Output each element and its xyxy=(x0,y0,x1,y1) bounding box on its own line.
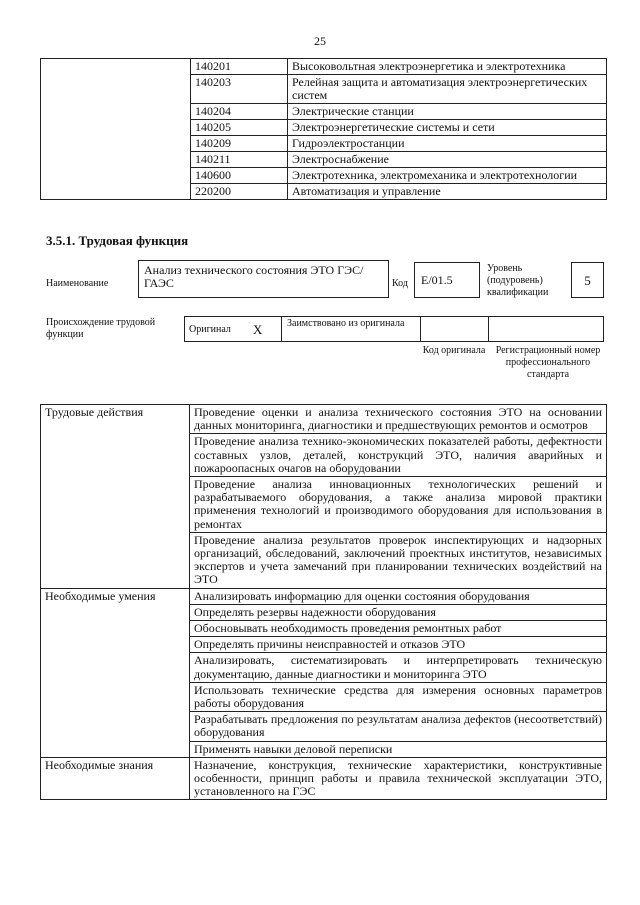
specialty-name: Автоматизация и управление xyxy=(288,184,607,200)
section-title: 3.5.1. Трудовая функция xyxy=(46,233,189,248)
borrowed-label: Заимствовано из оригинала xyxy=(287,318,405,329)
blank-cell xyxy=(41,59,191,200)
function-row xyxy=(41,588,607,604)
specialty-code: 140204 xyxy=(191,104,288,120)
function-item: Анализировать, систематизировать и интерпретировать техническую документацию, данные диагностики и мониторинга ЭТО xyxy=(190,653,607,682)
function-row xyxy=(41,405,607,434)
original-label: Оригинал xyxy=(189,324,231,335)
function-item: Проведение анализа результатов проверок инспектирующих и надзорных организаций, обследований, заключений проектных институтов, независимых экспертов и учета замечаний при планировании технических воздействий на ЭТО xyxy=(190,532,607,588)
specialty-code: 140205 xyxy=(191,120,288,136)
specialty-name: Высоковольтная электроэнергетика и электротехника xyxy=(288,59,607,75)
specialty-name: Электроснабжение xyxy=(288,152,607,168)
specialty-name: Электротехника, электромеханика и электротехнологии xyxy=(288,168,607,184)
function-item: Применять навыки деловой переписки xyxy=(190,741,607,757)
origin-box xyxy=(184,316,604,342)
specialty-code: 140203 xyxy=(191,75,288,104)
specialty-name: Гидроэлектростанции xyxy=(288,136,607,152)
level-label: Уровень (подуровень) квалификации xyxy=(487,263,549,298)
specialty-table xyxy=(40,58,607,200)
labor-function-table xyxy=(40,404,607,800)
category-label: Необходимые умения xyxy=(41,588,190,757)
category-label: Трудовые действия xyxy=(41,405,190,589)
function-item: Анализировать информацию для оценки состояния оборудования xyxy=(190,588,607,604)
origin-label: Происхождение трудовой функции xyxy=(46,317,156,340)
function-item: Проведение оценки и анализа технического состояния ЭТО на основании данных мониторинга, диагностики и предшествующих ремонтов и осмотров xyxy=(190,405,607,434)
divider xyxy=(488,317,489,341)
function-item: Обосновывать необходимость проведения ремонтных работ xyxy=(190,621,607,637)
category-label: Необходимые знания xyxy=(41,757,190,800)
code-label: Код xyxy=(392,278,408,289)
function-item: Разрабатывать предложения по результатам анализа дефектов (несоответствий) оборудования xyxy=(190,712,607,741)
specialty-code: 220200 xyxy=(191,184,288,200)
specialty-name: Электроэнергетические системы и сети xyxy=(288,120,607,136)
level-value: 5 xyxy=(571,262,604,298)
function-row xyxy=(41,757,607,800)
divider xyxy=(420,317,421,341)
specialty-name: Электрические станции xyxy=(288,104,607,120)
name-value: Анализ технического состояния ЭТО ГЭС/ГАЭС xyxy=(138,260,389,298)
page-number: 25 xyxy=(314,34,326,48)
function-item: Определять резервы надежности оборудования xyxy=(190,604,607,620)
function-item: Проведение анализа инновационных технологических решений и разрабатываемого оборудования, а также анализа мировой практики применения технологий и производимого оборудования для использования в ремонтах xyxy=(190,477,607,533)
code-original-caption: Код оригинала xyxy=(422,345,486,356)
name-label: Наименование xyxy=(46,278,109,289)
function-item: Определять причины неисправностей и отказов ЭТО xyxy=(190,637,607,653)
function-item: Проведение анализа технико-экономических показателей работы, дефектности составных узлов, деталей, конструкций ЭТО, наличия аварийных и пожароопасных очагов на оборудовании xyxy=(190,434,607,477)
function-item: Использовать технические средства для измерения основных параметров работы оборудования xyxy=(190,682,607,711)
specialty-code: 140209 xyxy=(191,136,288,152)
function-item: Назначение, конструкция, технические характеристики, конструктивные особенности, принцип работы и правила технической эксплуатации ЭТО, установленного на ГЭС xyxy=(190,757,607,800)
specialty-code: 140211 xyxy=(191,152,288,168)
specialty-row xyxy=(41,59,607,75)
reg-number-caption: Регистрационный номер профессионального стандарта xyxy=(495,345,601,380)
divider xyxy=(281,317,282,341)
specialty-code: 140600 xyxy=(191,168,288,184)
code-value: E/01.5 xyxy=(414,262,480,298)
specialty-code: 140201 xyxy=(191,59,288,75)
original-mark: X xyxy=(253,322,263,337)
specialty-name: Релейная защита и автоматизация электроэнергетических систем xyxy=(288,75,607,104)
